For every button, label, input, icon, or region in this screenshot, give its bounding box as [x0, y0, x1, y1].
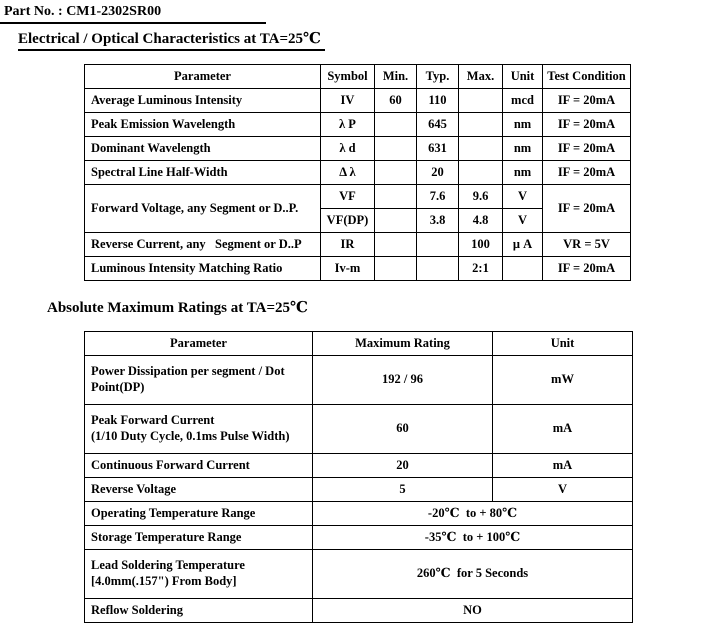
table-row [85, 89, 631, 113]
test-condition-cell: IF = 20mA [543, 137, 631, 161]
parameter-cell: Reflow Soldering [85, 599, 313, 623]
unit-cell: mA [493, 454, 633, 478]
max-cell [459, 161, 503, 185]
unit-cell: V [503, 209, 543, 233]
max-cell: 100 [459, 233, 503, 257]
typ-cell: 20 [417, 161, 459, 185]
max-cell: 2:1 [459, 257, 503, 281]
min-cell [375, 185, 417, 209]
parameter-line: [4.0mm(.157") From Body] [91, 574, 237, 588]
max-cell: 4.8 [459, 209, 503, 233]
rating-cell: 192 / 96 [313, 356, 493, 405]
electrical-characteristics-table [84, 64, 631, 281]
parameter-cell: Storage Temperature Range [85, 526, 313, 550]
parameter-line: Lead Soldering Temperature [91, 558, 245, 573]
parameter-cell: Peak Emission Wavelength [85, 113, 321, 137]
max-cell: 9.6 [459, 185, 503, 209]
typ-cell: 631 [417, 137, 459, 161]
parameter-cell: Luminous Intensity Matching Ratio [85, 257, 321, 281]
unit-cell: V [493, 478, 633, 502]
typ-cell: 110 [417, 89, 459, 113]
parameter-cell: Dominant Wavelength [85, 137, 321, 161]
typ-cell: 3.8 [417, 209, 459, 233]
column-header-min: Min. [375, 65, 417, 89]
table-row [85, 233, 631, 257]
unit-cell: nm [503, 161, 543, 185]
parameter-cell [85, 550, 313, 599]
min-cell [375, 233, 417, 257]
table-row [85, 599, 633, 623]
symbol-cell: VF [321, 185, 375, 209]
unit-cell: μ A [503, 233, 543, 257]
absolute-maximum-ratings-table [84, 331, 633, 623]
symbol-cell: IR [321, 233, 375, 257]
column-header-max: Max. [459, 65, 503, 89]
typ-cell: 645 [417, 113, 459, 137]
unit-cell: mW [493, 356, 633, 405]
symbol-cell: λ P [321, 113, 375, 137]
value-cell: NO [313, 599, 633, 623]
parameter-cell: Reverse Voltage [85, 478, 313, 502]
min-cell [375, 257, 417, 281]
unit-cell [503, 257, 543, 281]
header-row [85, 65, 631, 89]
min-cell: 60 [375, 89, 417, 113]
parameter-cell: Operating Temperature Range [85, 502, 313, 526]
max-cell [459, 113, 503, 137]
parameter-cell: Forward Voltage, any Segment or D..P. [85, 185, 321, 233]
column-header-symbol: Symbol [321, 65, 375, 89]
column-header-parameter: Parameter [85, 332, 313, 356]
parameter-cell: Spectral Line Half-Width [85, 161, 321, 185]
table-row [85, 137, 631, 161]
unit-cell: mcd [503, 89, 543, 113]
table-row [85, 454, 633, 478]
rating-cell: 5 [313, 478, 493, 502]
table-row [85, 257, 631, 281]
parameter-line: (1/10 Duty Cycle, 0.1ms Pulse Width) [91, 429, 290, 443]
symbol-cell: IV [321, 89, 375, 113]
symbol-cell: Iv-m [321, 257, 375, 281]
symbol-cell: λ d [321, 137, 375, 161]
column-header-typ: Typ. [417, 65, 459, 89]
part-number-header: Part No. : CM1-2302SR00 [0, 0, 266, 24]
max-cell [459, 89, 503, 113]
table-row [85, 502, 633, 526]
table-row [85, 185, 631, 209]
min-cell [375, 113, 417, 137]
typ-cell [417, 233, 459, 257]
symbol-cell: Δ λ [321, 161, 375, 185]
symbol-cell: VF(DP) [321, 209, 375, 233]
typ-cell [417, 257, 459, 281]
column-header-test-condition: Test Condition [543, 65, 631, 89]
table-row [85, 405, 633, 454]
test-condition-cell: IF = 20mA [543, 257, 631, 281]
table-row [85, 356, 633, 405]
electrical-section [18, 29, 713, 51]
value-cell: 260℃ for 5 Seconds [313, 550, 633, 599]
test-condition-cell: IF = 20mA [543, 89, 631, 113]
rating-cell: 20 [313, 454, 493, 478]
column-header-maximum-rating: Maximum Rating [313, 332, 493, 356]
unit-cell: nm [503, 113, 543, 137]
value-cell: -20℃ to + 80℃ [313, 502, 633, 526]
unit-cell: mA [493, 405, 633, 454]
parameter-cell: Continuous Forward Current [85, 454, 313, 478]
rating-cell: 60 [313, 405, 493, 454]
table-row [85, 550, 633, 599]
min-cell [375, 161, 417, 185]
column-header-unit: Unit [493, 332, 633, 356]
max-cell [459, 137, 503, 161]
min-cell [375, 137, 417, 161]
value-cell: -35℃ to + 100℃ [313, 526, 633, 550]
table-row [85, 526, 633, 550]
absolute-maximum-section-title: Absolute Maximum Ratings at TA=25℃ [47, 300, 308, 316]
header-row [85, 332, 633, 356]
parameter-line: Power Dissipation per segment / Dot [91, 364, 285, 379]
table-row [85, 161, 631, 185]
parameter-cell: Average Luminous Intensity [85, 89, 321, 113]
typ-cell: 7.6 [417, 185, 459, 209]
parameter-cell: Reverse Current, any Segment or D..P [85, 233, 321, 257]
column-header-parameter: Parameter [85, 65, 321, 89]
test-condition-cell: IF = 20mA [543, 113, 631, 137]
electrical-section-title: Electrical / Optical Characteristics at TA=25℃ [18, 29, 325, 51]
parameter-cell [85, 356, 313, 405]
test-condition-cell: IF = 20mA [543, 161, 631, 185]
parameter-line: Peak Forward Current [91, 413, 215, 428]
column-header-unit: Unit [503, 65, 543, 89]
min-cell [375, 209, 417, 233]
test-condition-cell: IF = 20mA [543, 185, 631, 233]
table-row [85, 478, 633, 502]
table-row [85, 113, 631, 137]
unit-cell: V [503, 185, 543, 209]
parameter-cell [85, 405, 313, 454]
unit-cell: nm [503, 137, 543, 161]
parameter-line: Point(DP) [91, 380, 145, 394]
test-condition-cell: VR = 5V [543, 233, 631, 257]
